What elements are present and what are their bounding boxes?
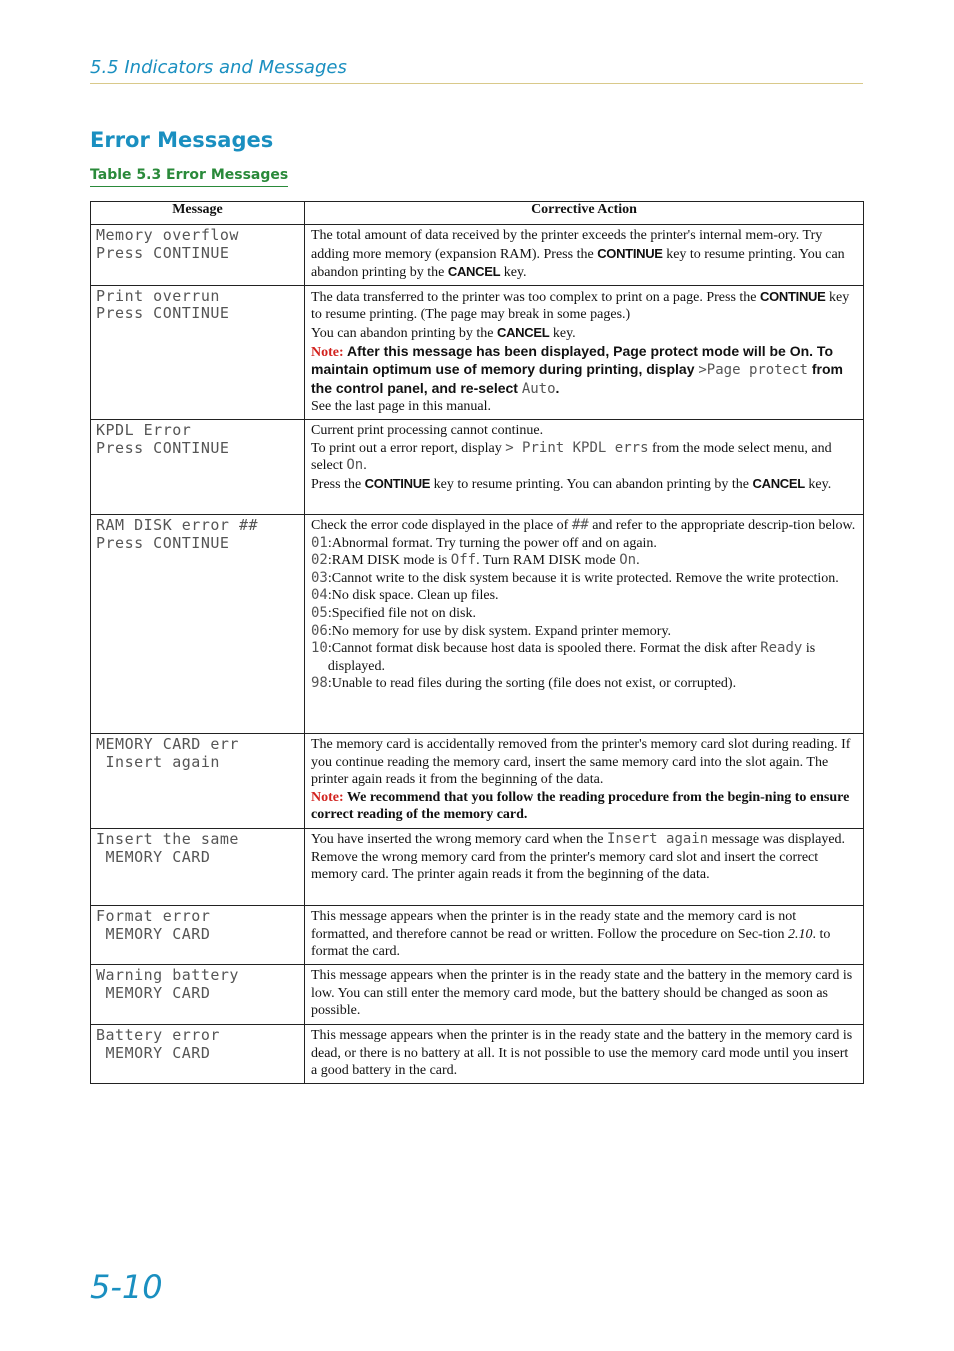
message-cell xyxy=(91,733,305,828)
lcd-inline: Off xyxy=(450,552,477,569)
action-paragraph xyxy=(311,288,857,324)
action-text: . xyxy=(363,458,367,474)
lcd-line: KPDL Error xyxy=(96,420,192,439)
action-text: Press the xyxy=(311,476,365,492)
note-text: After this message has been displayed, Page protect mode will be On. To maintain optimum use of memory during printing, display xyxy=(311,342,833,378)
action-text: message was displayed. Remove the wrong memory card from the printer's memory card slot and insert the correct memory card. The printer again reads it from the beginning of the data. xyxy=(311,831,846,883)
error-code-text xyxy=(328,640,857,675)
lcd-line: Format error xyxy=(96,906,211,925)
action-text: key to resume printing. You can abandon printing by the xyxy=(430,476,753,492)
lcd-line: Insert again xyxy=(96,752,220,771)
action-text: . to format the card. xyxy=(311,926,831,960)
code-text: . xyxy=(636,553,640,569)
key-name: CONTINUE xyxy=(597,245,663,261)
lcd-line: Press CONTINUE xyxy=(96,533,230,552)
message-cell xyxy=(91,964,305,1024)
lcd-inline: On xyxy=(619,552,637,569)
action-cell: This message appears when the printer is in the ready state and the battery in the memory card is dead, or there is no battery at all. It is not possible to use the memory card mode until you insert a good battery in the card. xyxy=(305,1024,864,1083)
message-cell xyxy=(91,828,305,905)
message-cell xyxy=(91,514,305,733)
code-text: is displayed. xyxy=(327,641,816,674)
table-row xyxy=(91,225,864,286)
code-text: :Cannot format disk because host data is spooled there. Format the disk after xyxy=(327,641,761,657)
lcd-line: Battery error xyxy=(96,1025,220,1044)
lcd-line: Press CONTINUE xyxy=(96,438,230,457)
action-cell: This message appears when the printer is in the ready state and the battery in the memory card is low. You can still enter the memory card mode, but the battery should be changed as soon as possible. xyxy=(305,964,864,1024)
table-row xyxy=(91,1024,864,1083)
page-title: Error Messages xyxy=(90,128,274,152)
action-cell xyxy=(305,419,864,514)
table-row xyxy=(91,905,864,964)
error-code: 10 xyxy=(311,640,328,657)
action-paragraph: Current print processing cannot continue. xyxy=(311,422,544,438)
lcd-line: Press CONTINUE xyxy=(96,243,230,262)
action-text: key to resume printing. (The page may break in some pages.) xyxy=(311,289,850,323)
lcd-inline: Ready xyxy=(760,640,803,657)
error-code: 98 xyxy=(311,675,328,692)
error-code: 02 xyxy=(311,552,328,569)
action-cell xyxy=(305,828,864,905)
lcd-inline: On xyxy=(346,457,364,474)
lcd-line: MEMORY CARD xyxy=(96,847,211,866)
lcd-line: MEMORY CARD xyxy=(96,1043,211,1062)
error-code-text: :No disk space. Clean up files. xyxy=(327,588,499,604)
action-text: key to resume printing. You can abandon printing by the xyxy=(311,246,845,281)
error-code-text xyxy=(328,552,857,570)
error-code-item xyxy=(311,640,857,675)
error-code: 04 xyxy=(311,587,328,604)
running-header xyxy=(90,57,863,84)
note xyxy=(311,789,857,824)
lcd-line: Print overrun xyxy=(96,286,220,305)
page-number: 5-10 xyxy=(90,1268,163,1306)
action-cell xyxy=(305,514,864,733)
error-code-item xyxy=(311,587,857,605)
action-text: key. xyxy=(549,325,576,341)
note xyxy=(311,343,857,399)
header-corrective-action: Corrective Action xyxy=(305,202,864,225)
action-paragraph xyxy=(311,440,857,475)
table-row xyxy=(91,828,864,905)
error-code-text: :Cannot write to the disk system because it is write protected. Remove the write protection. xyxy=(327,570,839,586)
lcd-inline: >Page protect xyxy=(698,362,808,379)
error-code-item xyxy=(311,675,857,693)
note-label: Note: xyxy=(311,344,344,360)
lcd-line: Warning battery xyxy=(96,965,239,984)
action-text: The total amount of data received by the printer exceeds the printer's internal mem-ory. Try adding more memory (expansion RAM). Press the xyxy=(311,228,823,262)
error-code-item xyxy=(311,605,857,623)
table-caption: Table 5.3 Error Messages xyxy=(90,167,288,187)
header-message: Message xyxy=(91,202,305,225)
error-code-text: :No memory for use by disk system. Expand printer memory. xyxy=(327,623,672,639)
action-paragraph xyxy=(311,324,857,343)
table-row xyxy=(91,733,864,828)
error-code-item xyxy=(311,623,857,641)
error-code: 05 xyxy=(311,604,328,621)
note-text: We recommend that you follow the reading procedure from the begin-ning to ensure correct reading of the memory card. xyxy=(311,789,850,823)
action-paragraph: See the last page in this manual. xyxy=(311,399,492,415)
action-text: To print out a error report, display xyxy=(311,440,506,456)
key-name: CANCEL xyxy=(752,475,805,491)
action-paragraph: The memory card is accidentally removed from the printer's memory card slot during reading. If you continue reading the memory card, insert the same memory card into the slot again. The printer again reads it from the beginning of the data. xyxy=(311,736,851,788)
action-text: key. xyxy=(804,476,832,492)
action-text: from the mode select menu, and select xyxy=(311,440,832,474)
code-text: . Turn RAM DISK mode xyxy=(476,553,620,569)
error-code-item xyxy=(311,535,857,553)
lcd-line: MEMORY CARD xyxy=(96,924,211,943)
lcd-line: RAM DISK error ## xyxy=(96,515,259,534)
note-label: Note: xyxy=(311,789,344,805)
message-cell xyxy=(91,419,305,514)
error-code-text: :Specified file not on disk. xyxy=(327,605,477,621)
table-row xyxy=(91,964,864,1024)
error-code: 03 xyxy=(311,569,328,586)
action-paragraph xyxy=(311,517,857,535)
lcd-line: MEMORY CARD xyxy=(96,983,211,1002)
message-cell xyxy=(91,225,305,286)
table-row xyxy=(91,514,864,733)
error-code: 01 xyxy=(311,534,328,551)
lcd-inline: > Print KPDL errs xyxy=(505,439,649,456)
note-text: from the control panel, and re-select xyxy=(311,361,843,396)
error-code-text: :Unable to read files during the sorting (file does not exist, or corrupted). xyxy=(327,676,737,692)
action-text: You have inserted the wrong memory card when the xyxy=(311,831,608,847)
lcd-line: Insert the same xyxy=(96,829,239,848)
key-name: CANCEL xyxy=(497,324,550,340)
error-code-item xyxy=(311,552,857,570)
message-cell xyxy=(91,1024,305,1083)
lcd-line: Press CONTINUE xyxy=(96,304,230,323)
action-text: and refer to the appropriate descrip-tion below. xyxy=(588,517,856,533)
action-cell xyxy=(305,285,864,419)
message-cell xyxy=(91,285,305,419)
action-text: key. xyxy=(500,265,527,281)
note-text: . xyxy=(555,379,560,396)
action-text: You can abandon printing by the xyxy=(311,325,497,341)
action-cell xyxy=(305,733,864,828)
lcd-inline: Insert again xyxy=(607,830,709,847)
key-name: CANCEL xyxy=(447,264,501,280)
action-cell xyxy=(305,905,864,964)
code-text: :RAM DISK mode is xyxy=(327,553,451,569)
section-reference: 2.10 xyxy=(788,926,813,942)
action-paragraph xyxy=(311,475,857,494)
error-code: 06 xyxy=(311,622,328,639)
section-title: 5.5 Indicators and Messages xyxy=(90,57,347,78)
action-cell xyxy=(305,225,864,286)
message-cell xyxy=(91,905,305,964)
error-messages-table xyxy=(90,201,864,1084)
action-text: This message appears when the printer is in the ready state and the memory card is not formatted, and therefore cannot be read or written. Follow the procedure on Sec-tion xyxy=(311,908,797,942)
table-row xyxy=(91,419,864,514)
key-name: CONTINUE xyxy=(760,288,826,304)
action-text: The data transferred to the printer was too complex to print on a page. Press the xyxy=(311,289,761,305)
lcd-line: Memory overflow xyxy=(96,226,239,244)
error-code-item xyxy=(311,570,857,588)
lcd-inline: ## xyxy=(571,516,589,533)
table-header-row xyxy=(91,202,864,225)
table-row xyxy=(91,285,864,419)
key-name: CONTINUE xyxy=(364,475,431,491)
error-code-text: :Abnormal format. Try turning the power off and on again. xyxy=(327,535,657,551)
action-text: Check the error code displayed in the place of xyxy=(311,517,572,533)
lcd-inline: Auto xyxy=(521,380,556,397)
lcd-line: MEMORY CARD err xyxy=(96,734,239,753)
